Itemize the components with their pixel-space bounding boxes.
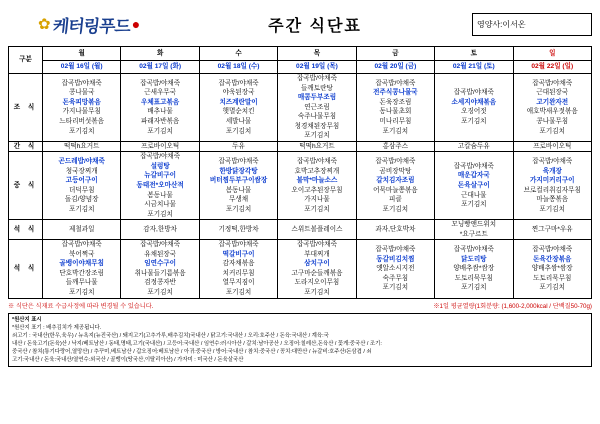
menu-item: 애호박새우젓볶음 — [526, 108, 578, 116]
menu-item: 콩나물국 — [68, 89, 95, 97]
menu-item: 과자,단호박차 — [375, 225, 416, 233]
menu-item: 두유 — [232, 142, 245, 150]
menu-item: 취나물들기름볶음 — [134, 269, 186, 277]
menu-cell — [513, 240, 591, 298]
menu-item: 가지미커리구이 — [529, 177, 575, 185]
menu-item: 포기김치 — [147, 127, 173, 135]
menu-item: 돌김/양념장 — [64, 196, 99, 204]
menu-item: 얫알소시지전 — [376, 265, 415, 273]
menu-item: 도토리묵무침 — [533, 274, 572, 282]
menu-item: 포기김치 — [304, 289, 330, 297]
menu-item: 동태전*오마산적 — [136, 182, 184, 190]
menu-cell — [435, 152, 513, 220]
menu-item: 잡곡밥/야채죽 — [218, 241, 259, 249]
menu-item: 잡곡밥/야채죽 — [218, 79, 259, 87]
menu-item: 잡곡밥/야채죽 — [375, 79, 416, 87]
menu-item: 미나리무침 — [379, 117, 412, 125]
menu-cell — [43, 220, 121, 240]
menu-item: 감자,한방차 — [143, 225, 177, 233]
menu-item: 곰비장막탕 — [379, 167, 412, 175]
menu-item: 잡곡밥/야채죽 — [532, 246, 573, 254]
menu-item: 모닝빵앤드위치 — [451, 221, 497, 229]
menu-item: 떡떡h요거트 — [63, 142, 100, 150]
menu-cell — [199, 152, 277, 220]
menu-item: 삼치구이 — [304, 260, 330, 268]
menu-cell — [278, 141, 356, 152]
menu-item: 북어쩍국 — [68, 250, 95, 258]
menu-item: 포기김치 — [382, 284, 409, 292]
menu-item: 세발나물 — [225, 117, 252, 125]
menu-cell — [356, 220, 434, 240]
menu-item: 잡곡밥/야채죽 — [453, 246, 494, 254]
menu-item: 한방닭장각탕 — [219, 167, 258, 175]
menu-item: 어묵마늘쫑볶음 — [373, 186, 418, 194]
menu-item: 잡곡밥/야채죽 — [453, 89, 494, 97]
menu-item: 단호박간장조림 — [59, 269, 104, 277]
day-header-thu: 목 — [278, 47, 356, 61]
menu-cell — [435, 141, 513, 152]
menu-item: 갈치김자조림 — [376, 177, 415, 185]
menu-item: 포기김치 — [147, 210, 173, 218]
menu-item: 매콤두부조림 — [297, 94, 337, 102]
origin-line: *원산지 표기 : 배추김치가 제공됩니다. — [12, 324, 102, 331]
menu-item: 마늘쫑볶음 — [536, 196, 569, 204]
gubun-header: 구분 — [9, 47, 43, 74]
menu-cell — [513, 152, 591, 220]
menu-cell — [278, 220, 356, 240]
menu-item: 스위트볼플레이스 — [291, 225, 343, 233]
menu-item: 곤드레밥/야채죽 — [58, 158, 105, 166]
menu-cell — [43, 141, 121, 152]
menu-item: 포기김치 — [304, 132, 330, 140]
menu-item: 잡곡밥/야채죽 — [532, 79, 573, 87]
logo-text: 케터링푸드 — [51, 16, 131, 37]
menu-item: 프로바이오틱 — [533, 142, 572, 150]
menu-item: 포기김치 — [304, 205, 330, 213]
menu-item: 잡곡밥/야채죽 — [296, 75, 337, 82]
menu-item: 청경채된장무침 — [294, 122, 340, 130]
menu-item: 숙주무침 — [382, 274, 409, 282]
menu-item: 야욱된장국 — [222, 89, 255, 97]
menu-item: 동갈비김치찜 — [376, 255, 415, 263]
menu-item: 근새우무국 — [144, 89, 177, 97]
menu-item: 잡곡밥/야채죽 — [218, 158, 259, 166]
menu-cell — [513, 220, 591, 240]
menu-item: 치커리무침 — [222, 269, 255, 277]
footnotes — [8, 302, 592, 367]
menu-item: 포기김치 — [539, 205, 565, 213]
menu-cell — [121, 220, 199, 240]
menu-item: 고등어구이 — [65, 177, 98, 185]
menu-item: 치즈계란말이 — [219, 98, 258, 106]
menu-item: 피클 — [389, 196, 402, 204]
menu-item: 브로컬리취김자무침 — [523, 186, 581, 194]
menu-cell — [43, 240, 121, 298]
meal-row-label: 중 식 — [9, 152, 43, 220]
menu-item: 육개장 — [542, 167, 562, 175]
meal-row-label: 석 식 — [9, 220, 43, 240]
menu-item: 잡곡밥/야채죽 — [375, 246, 416, 254]
menu-cell — [278, 74, 356, 142]
page-title: 주간 식단표 — [268, 17, 362, 35]
menu-item: 잡곡밥/야채죽 — [140, 79, 181, 87]
menu-item: 양배추쌈*쌈장 — [531, 265, 573, 273]
menu-cell — [43, 152, 121, 220]
day-header-wed: 수 — [199, 47, 277, 61]
menu-item: 햇멸순치킨 — [222, 108, 255, 116]
logo-dot-icon: ● — [131, 16, 141, 32]
menu-item: 뉴갈비구이 — [144, 172, 177, 180]
menu-item: 떡떡h요거트 — [299, 142, 335, 150]
menu-item: 느타리버섯볶음 — [59, 117, 104, 125]
menu-item: 부대찌개 — [304, 250, 330, 258]
meal-row-label: 조 식 — [9, 74, 43, 142]
menu-cell — [121, 74, 199, 142]
menu-item: 설렁탕 — [150, 162, 170, 170]
menu-item: 배추나물 — [147, 108, 173, 116]
date-cell-sun: 02월 22일 (일) — [513, 61, 591, 74]
nutritionist-field: 영양사:이서온 — [472, 13, 592, 36]
menu-item: 가지나물무침 — [62, 108, 101, 116]
menu-cell — [199, 74, 277, 142]
menu-item: 양배추쌈*쌈장 — [453, 265, 495, 273]
page-header — [8, 6, 592, 42]
meal-row — [9, 240, 592, 298]
menu-item: 홍삼주스 — [382, 142, 409, 150]
date-cell-wed: 02월 18일 (수) — [199, 61, 277, 74]
menu-item: 골뱅이야채무침 — [59, 260, 104, 268]
meal-row — [9, 220, 592, 240]
menu-item: 잡곡밥/야채죽 — [296, 241, 337, 249]
menu-item: 떡갈비구이 — [222, 250, 255, 258]
menu-cell — [121, 152, 199, 220]
menu-item: 기정떡,한방차 — [218, 225, 259, 233]
menu-item: 돈육장조림 — [379, 98, 412, 106]
menu-item: 고구마순들깨볶음 — [291, 269, 343, 277]
menu-item: 포기김치 — [68, 127, 95, 135]
menu-item: 감자채볶음 — [222, 260, 255, 268]
menu-item: 포기김치 — [461, 117, 487, 125]
menu-item: 숙주나물무침 — [297, 113, 337, 121]
origin-line: 중국산 / 참치(통기다랑어,열망산) / 추꾸미,베트남산 / 갑오징어:베트남산 / 아귀:중국산 / 방어:국내산 / 참치:중국산 / 꽁치:대만산 / 뉴갈비:호주산/돈삼겹 / 쇠 — [12, 348, 372, 355]
menu-cell — [199, 240, 277, 298]
menu-item: 잡곡밥/야채죽 — [296, 158, 337, 166]
menu-cell — [356, 141, 434, 152]
table-body — [9, 74, 592, 299]
date-cell-mon: 02월 16일 (월) — [43, 61, 121, 74]
menu-item: 돈육간장볶음 — [533, 255, 572, 263]
origin-line: 내산 / 돈육고기(돈육)산 / 낙지/베트남산 / 동태,명태,고기(국내산) / 고등어:국내산 / 임연수:러시아산 / 갈치:남아공산 / 오징어:칠레산,돈육산 / 꽃게:중국산 / 조기: — [12, 340, 382, 347]
menu-item: 제철과일 — [68, 225, 95, 233]
menu-item: 콩나물무침 — [536, 117, 569, 125]
menu-item: 포기김치 — [147, 289, 173, 297]
date-cell-fri: 02월 20일 (금) — [356, 61, 434, 74]
menu-item: 돈육살구이 — [457, 182, 490, 190]
menu-cell — [199, 141, 277, 152]
menu-item: 포기김치 — [225, 127, 252, 135]
menu-cell — [435, 240, 513, 298]
logo — [8, 12, 158, 37]
menu-cell — [121, 141, 199, 152]
menu-item: 불막*마늘소스 — [296, 177, 338, 185]
menu-item: 잡곡밥/야채죽 — [61, 241, 102, 249]
menu-item: 포기김치 — [68, 205, 95, 213]
table-header-days — [9, 47, 592, 61]
menu-item: 오징어젓 — [461, 108, 487, 116]
menu-item: 오이고추된장무침 — [291, 186, 343, 194]
menu-item: 잡곡밥/야채죽 — [532, 158, 573, 166]
menu-item: 잡곡밥/야채죽 — [140, 153, 181, 161]
menu-item: 가지나물 — [304, 196, 330, 204]
menu-item: 닭도리탕 — [461, 255, 487, 263]
menu-cell — [278, 152, 356, 220]
menu-item: 찐그구마*우유 — [531, 225, 573, 233]
menu-cell — [278, 240, 356, 298]
menu-item: 시금치나물 — [144, 201, 177, 209]
menu-cell — [513, 74, 591, 142]
menu-item: 포기김치 — [68, 289, 95, 297]
menu-item: 포기김치 — [382, 127, 409, 135]
menu-item: 도토리묵무침 — [454, 274, 493, 282]
origin-title: *원산지 표시 — [12, 316, 42, 323]
menu-item: 검정콩자반 — [144, 279, 177, 287]
menu-cell — [121, 240, 199, 298]
menu-item: 전주식콩나물국 — [373, 89, 418, 97]
menu-item: 포기김치 — [461, 201, 487, 209]
meal-row — [9, 141, 592, 152]
menu-item: 잡곡밥/야채죽 — [61, 79, 102, 87]
menu-item: 봄동나물 — [147, 191, 173, 199]
menu-item: 버터찜두부구이쌈장 — [209, 177, 268, 185]
menu-item: 포기김치 — [539, 284, 565, 292]
swirl-icon: ✿ — [38, 16, 51, 33]
menu-item: 프로바이오틱 — [141, 142, 180, 150]
day-header-sun: 일 — [513, 47, 591, 61]
day-header-mon: 월 — [43, 47, 121, 61]
menu-item: 동나물초회 — [379, 108, 412, 116]
origin-lines — [12, 324, 588, 364]
day-header-fri: 금 — [356, 47, 434, 61]
meal-row — [9, 152, 592, 220]
menu-item: 파래자반볶음 — [141, 117, 180, 125]
menu-item: 소세지야채볶음 — [451, 98, 497, 106]
menu-item: 더덕무침 — [68, 186, 95, 194]
menu-item: 잡곡밥/야채죽 — [453, 162, 494, 170]
menu-item: 우체표고볶음 — [141, 98, 180, 106]
menu-item: *요구르트 — [459, 230, 488, 238]
origin-box — [8, 313, 592, 367]
note-left: ※ 식단은 식재료 수급사정에 따라 변경될 수 있습니다. — [8, 302, 154, 310]
date-cell-thu: 02월 19일 (목) — [278, 61, 356, 74]
menu-item: 고칼슘두유 — [457, 142, 490, 150]
menu-item: 포기김치 — [225, 205, 252, 213]
menu-item: 근대나물 — [461, 191, 487, 199]
date-cell-tue: 02월 17일 (화) — [121, 61, 199, 74]
menu-item: 봄동나물 — [225, 186, 252, 194]
menu-cell — [43, 74, 121, 142]
menu-item: 유채된장국 — [144, 250, 177, 258]
menu-item: 들깨토란탕 — [301, 84, 333, 92]
menu-item: 호박고추장찌개 — [294, 167, 340, 175]
menu-cell — [435, 220, 513, 240]
menu-item: 포기김치 — [539, 127, 565, 135]
meal-row-label: 석 식 — [9, 240, 43, 298]
menu-item: 청국장찌개 — [65, 167, 98, 175]
meal-row — [9, 74, 592, 142]
menu-item: 근대된장국 — [536, 89, 569, 97]
menu-item: 연근조림 — [304, 103, 330, 111]
origin-line: 고기:국내산 / 돈육:국내산/열연수:외국산 / 골뱅이(땅국산,이탈리아산) / 가자미 : 미국산 / 돈육살국산 — [12, 356, 244, 363]
menu-item: 포기김치 — [461, 284, 487, 292]
weekly-menu-table — [8, 46, 592, 299]
day-header-sat: 토 — [435, 47, 513, 61]
menu-item: 잡곡밥/야채죽 — [140, 241, 181, 249]
menu-item: 매운갑자국 — [457, 172, 490, 180]
menu-cell — [435, 74, 513, 142]
origin-line: 쇠고기 : 국내산(한우,육우) / 뉴욕지(뉴진국산) / 돼지고기(고추가루,배추김치)국내산 / 닭고기:국내산 / 오리:호주산 / 돈육:국내산 / 계육:국 — [12, 332, 329, 339]
date-cell-sat: 02월 21일 (토) — [435, 61, 513, 74]
menu-cell — [356, 240, 434, 298]
menu-item: 도라지오이무침 — [294, 279, 340, 287]
menu-item: 열무지짐이 — [222, 279, 255, 287]
note-right: ※1일 평균열량(1회분량: (1,600-2,000kcal / 단백질50-70g) — [433, 302, 592, 310]
menu-item: 임연수구이 — [144, 260, 177, 268]
menu-cell — [356, 74, 434, 142]
menu-item: 들깨무나물 — [65, 279, 98, 287]
day-header-tue: 화 — [121, 47, 199, 61]
menu-cell — [199, 220, 277, 240]
menu-item: 무생채 — [229, 196, 249, 204]
table-header-dates — [9, 61, 592, 74]
menu-item: 포기김치 — [382, 205, 409, 213]
meal-row-label: 간 식 — [9, 141, 43, 152]
menu-item: 잡곡밥/야채죽 — [375, 158, 416, 166]
menu-cell — [513, 141, 591, 152]
menu-item: 고기완자전 — [536, 98, 569, 106]
menu-item: 포기김치 — [225, 289, 252, 297]
menu-item: 돈육피망볶음 — [62, 98, 101, 106]
menu-cell — [356, 152, 434, 220]
